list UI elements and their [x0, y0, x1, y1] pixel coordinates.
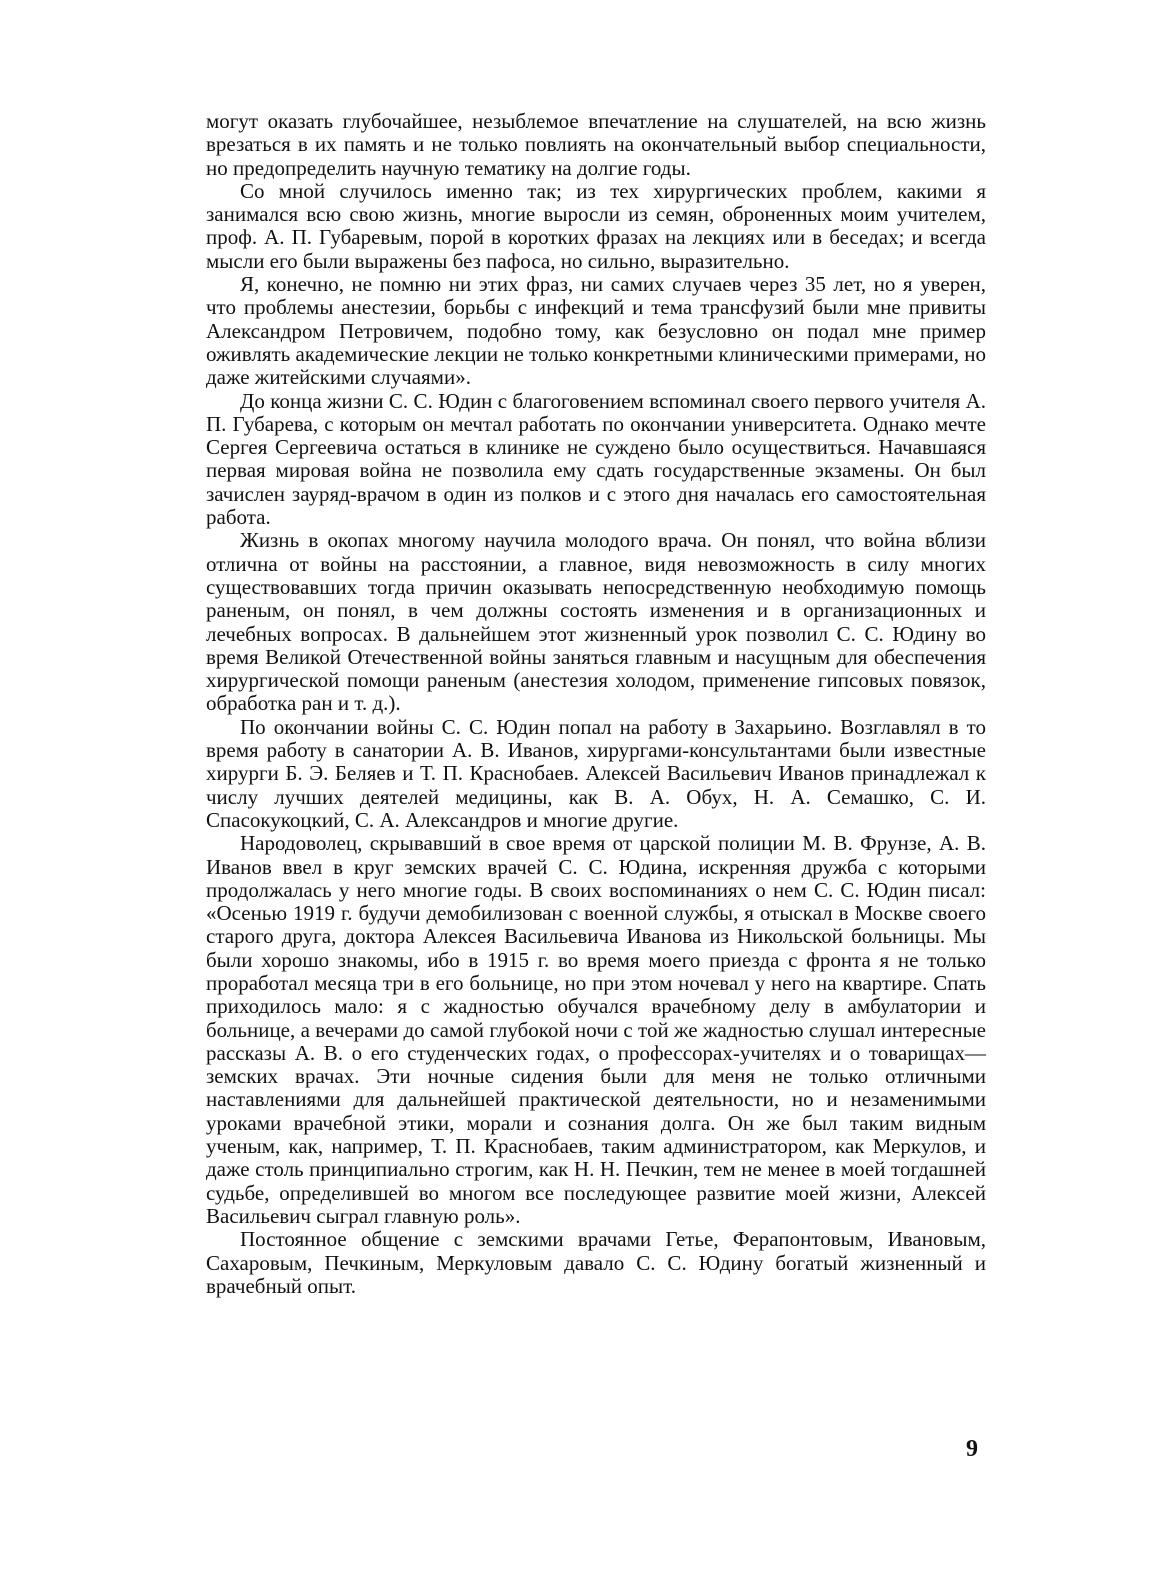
paragraph: Постоянное общение с земскими врачами Гетье, Ферапонтовым, Ивановым, Сахаровым, Печкиным, Меркуловым давало С. С. Юдину богатый жизненный и врачебный опыт.: [206, 1227, 986, 1298]
body-text: [206, 110, 986, 1298]
paragraph: Народоволец, скрывавший в свое время от царской полиции М. В. Фрунзе, А. В. Иванов ввел в круг земских врачей С. С. Юдина, искренняя дружба с которыми продолжалась у него многие годы. В своих воспоминаниях о нем С. С. Юдин писал: «Осенью 1919 г. будучи демобилизован с военной службы, я отыскал в Москве своего старого друга, доктора Алексея Васильевича Иванова из Никольской больницы. Мы были хорошо знакомы, ибо в 1915 г. во время моего приезда с фронта я не только проработал месяца три в его больнице, но при этом ночевал у него на квартире. Спать приходилось мало: я с жадностью обучался врачебному делу в амбулатории и больнице, а вечерами до самой глубокой ночи с той же жадностью слушал интересные рассказы А. В. о его студенческих годах, о профессорах-учителях и о товарищах—земских врачах. Эти ночные сидения были для меня не только отличными наставлениями для дальнейшей практической деятельности, но и незаменимыми уроками врачебной этики, морали и сознания долга. Он же был таким видным ученым, как, например, Т. П. Краснобаев, таким администратором, как Меркулов, и даже столь принципиально строгим, как Н. Н. Печкин, тем не менее в моей тогдашней судьбе, определившей во многом все последующее развитие моей жизни, Алексей Васильевич сыграл главную роль».: [206, 831, 986, 1228]
paragraph: могут оказать глубочайшее, незыблемое впечатление на слушателей, на всю жизнь врезаться в их память и не только повлиять на окончательный выбор специальности, но предопределить научную тематику на долгие годы.: [206, 109, 986, 180]
page-number: 9: [966, 1436, 978, 1462]
paragraph: До конца жизни С. С. Юдин с благоговением вспоминал своего первого учителя А. П. Губарева, с которым он мечтал работать по окончании университета. Однако мечте Сергея Сергеевича остаться в клинике не суждено было осуществиться. Начавшаяся первая мировая война не позволила ему сдать государственные экзамены. Он был зачислен зауряд-врачом в один из полков и с этого дня началась его самостоятельная работа.: [206, 388, 986, 530]
paragraph: Я, конечно, не помню ни этих фраз, ни самих случаев через 35 лет, но я уверен, что проблемы анестезии, борьбы с инфекций и тема трансфузий были мне привиты Александром Петровичем, подобно тому, как безусловно он подал мне пример оживлять академические лекции не только конкретными клиническими примерами, но даже житейскими случаями».: [206, 272, 986, 390]
paragraph: По окончании войны С. С. Юдин попал на работу в Захарьино. Возглавлял в то время работу в санатории А. В. Иванов, хирургами-консультантами были известные хирурги Б. Э. Беляев и Т. П. Краснобаев. Алексей Васильевич Иванов принадлежал к числу лучших деятелей медицины, как В. А. Обух, Н. А. Семашко, С. И. Спасокукоцкий, С. А. Александров и многие другие.: [206, 714, 986, 832]
paragraph: Со мной случилось именно так; из тех хирургических проблем, какими я занимался всю свою жизнь, многие выросли из семян, оброненных моим учителем, проф. А. П. Губаревым, порой в коротких фразах на лекциях или в беседах; и всегда мысли его были выражены без пафоса, но сильно, выразительно.: [206, 178, 986, 273]
paragraph: Жизнь в окопах многому научила молодого врача. Он понял, что война вблизи отлична от войны на расстоянии, а главное, видя невозможность в силу многих существовавших тогда причин оказывать непосредственную необходимую помощь раненым, он понял, в чем должны состоять изменения и в организационных и лечебных вопросах. В дальнейшем этот жизненный урок позволил С. С. Юдину во время Великой Отечественной войны заняться главным и насущным для обеспечения хирургической помощи раненым (анестезия холодом, применение гипсовых повязок, обработка ран и т. д.).: [206, 528, 986, 716]
